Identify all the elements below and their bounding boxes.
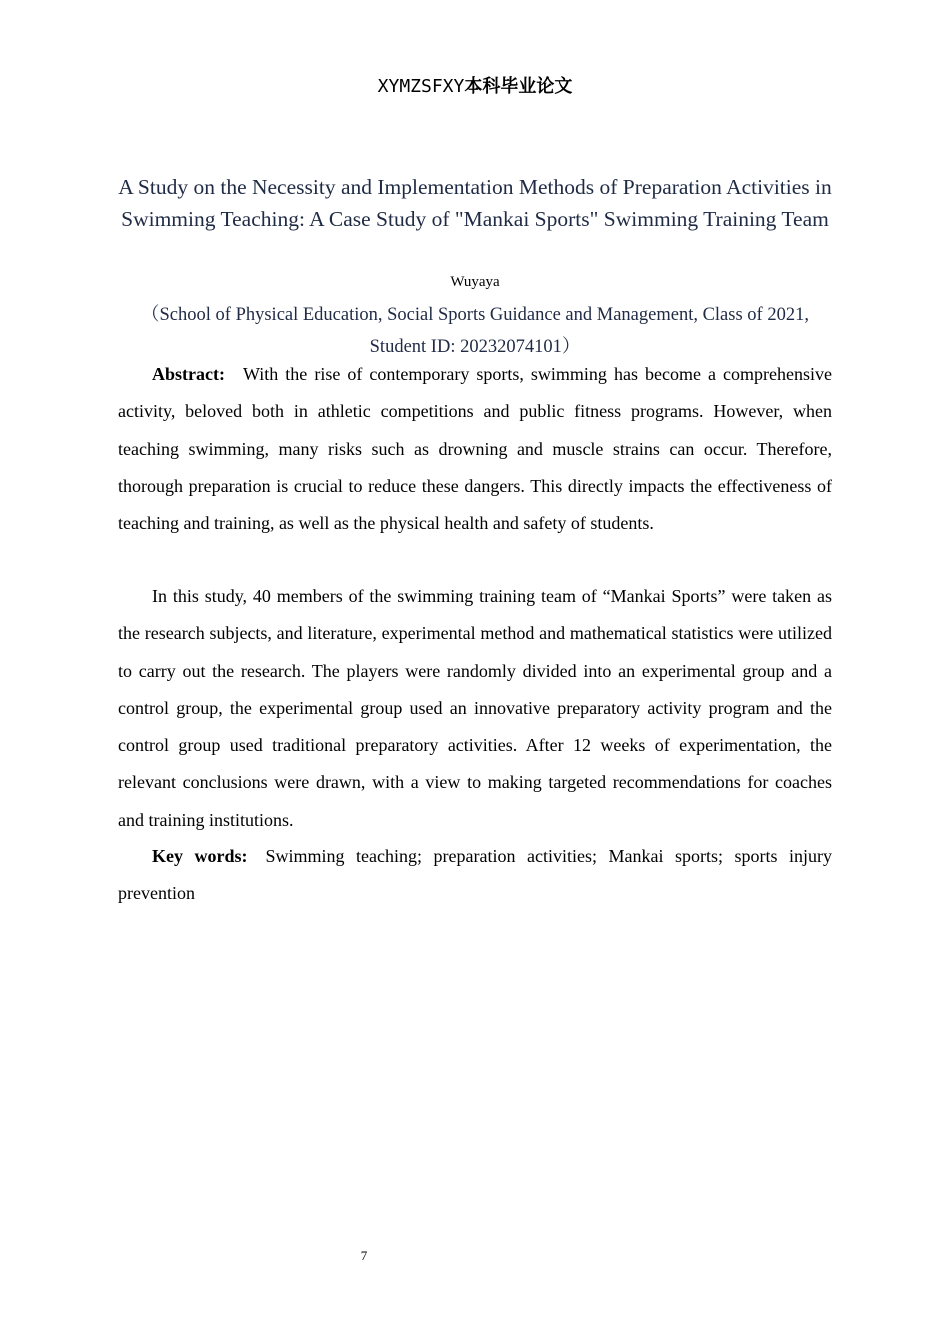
header-cjk-text: 本科毕业论文	[464, 76, 573, 97]
page-header	[0, 70, 950, 102]
author-affiliation: （School of Physical Education, Social Sports Guidance and Management, Class of 2021, Student ID: 20232074101）	[141, 305, 809, 357]
abstract-text: With the rise of contemporary sports, swimming has become a comprehensive activity, beloved both in athletic competitions and public fitness programs. However, when teaching swimming, many risks such as drowning and muscle strains can occur. Therefore, thorough preparation is crucial to reduce these dangers. This directly impacts the effectiveness of teaching and training, as well as the physical health and safety of students.	[118, 364, 832, 534]
keywords-label: Key words:	[152, 846, 248, 866]
abstract-second-paragraph: In this study, 40 members of the swimming training team of “Mankai Sports” were taken as the research subjects, and literature, experimental method and mathematical statistics were utilized to carry out the research. The players were randomly divided into an experimental group and a control group, the experimental group used an innovative preparatory activity program and the control group used traditional preparatory activities. After 12 weeks of experimentation, the relevant conclusions were drawn, with a view to making targeted recommendations for coaches and training institutions.	[118, 586, 832, 830]
author-name: Wuyaya	[450, 274, 500, 290]
keywords-paragraph	[118, 838, 832, 913]
header-latin-text: XYMZSFXY	[377, 76, 465, 97]
page-number: 7	[360, 1248, 368, 1263]
abstract-label: Abstract:	[152, 364, 225, 384]
abstract-paragraph	[118, 356, 832, 542]
paper-title: A Study on the Necessity and Implementation Methods of Preparation Activities in Swimming Teaching: A Case Study of "Mankai Sports" Swimming Training Team	[118, 175, 832, 231]
keywords-text: Swimming teaching; preparation activities; Mankai sports; sports injury prevention	[118, 846, 832, 904]
